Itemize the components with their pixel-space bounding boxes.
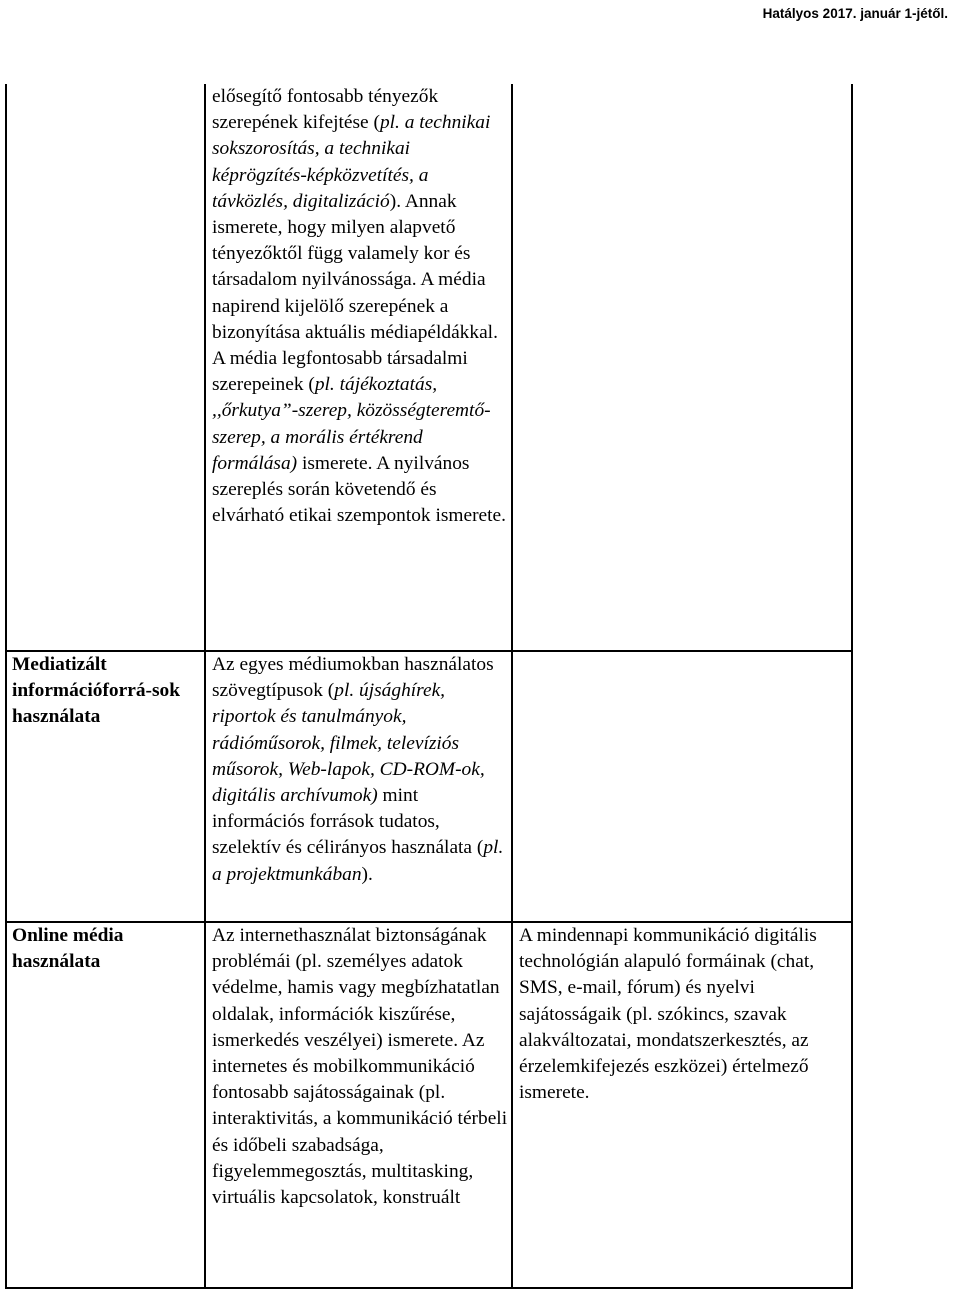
topic-cell xyxy=(6,651,205,922)
topic-label: Mediatizált információforrá-sok használata xyxy=(12,654,181,728)
curriculum-table xyxy=(5,84,853,1289)
extra-cell xyxy=(512,651,852,922)
table-row xyxy=(6,651,852,922)
header-validity-note: Hatályos 2017. január 1-jétől. xyxy=(762,6,948,21)
content-text: Az internethasználat biztonságának problémái (pl. személyes adatok védelme, hamis vagy megbízhatatlan oldalak, információk kiszűrése, ismerkedés veszélyei) ismerete. Az internetes és mobilkommunikáció fontosabb sajátosságainak (pl. interaktivitás, a kommunikáció térbeli és időbeli szabadsága, figyelemmegosztás, multitasking, virtuális kapcsolatok, konstruált xyxy=(212,925,508,1209)
table-row xyxy=(6,922,852,1288)
content-cell xyxy=(205,922,512,1288)
topic-cell xyxy=(6,84,205,651)
table-row xyxy=(6,84,852,651)
content-text: elősegítő fontosabb tényezők szerepének kifejtése (pl. a technikai sokszorosítás, a technikai képrögzítés-képközvetítés, a távközlés, digitalizáció). Annak ismerete, hogy milyen alapvető tényezőktől függ valamely kor és társadalom nyilvánossága. A média napirend kijelölő szerepének a bizonyítása aktuális médiapéldákkal. A média legfontosabb társadalmi szerepeinek (pl. tájékoztatás, ,,őrkutya”-szerep, közösségteremtő-szerep, a morális értékrend formálása) ismerete. A nyilvános szereplés során követendő és elvárható etikai szempontok ismerete. xyxy=(212,86,506,527)
topic-label: Online média használata xyxy=(12,925,124,973)
extra-text: A mindennapi kommunikáció digitális technológián alapuló formáinak (chat, SMS, e-mail, fórum) és nyelvi sajátosságaik (pl. szókincs, szavak alakváltozatai, mondatszerkesztés, az érzelemkifejezés eszközei) értelmező ismerete. xyxy=(519,925,817,1104)
content-text: Az egyes médiumokban használatos szövegtípusok (pl. újsághírek, riportok és tanulmányok, rádióműsorok, filmek, televíziós műsorok, Web-lapok, CD-ROM-ok, digitális archívumok) mint információs források tudatos, szelektív és célirányos használata (pl. a projektmunkában). xyxy=(212,654,504,885)
extra-cell xyxy=(512,922,852,1288)
content-cell xyxy=(205,651,512,922)
topic-cell xyxy=(6,922,205,1288)
extra-cell xyxy=(512,84,852,651)
content-cell xyxy=(205,84,512,651)
